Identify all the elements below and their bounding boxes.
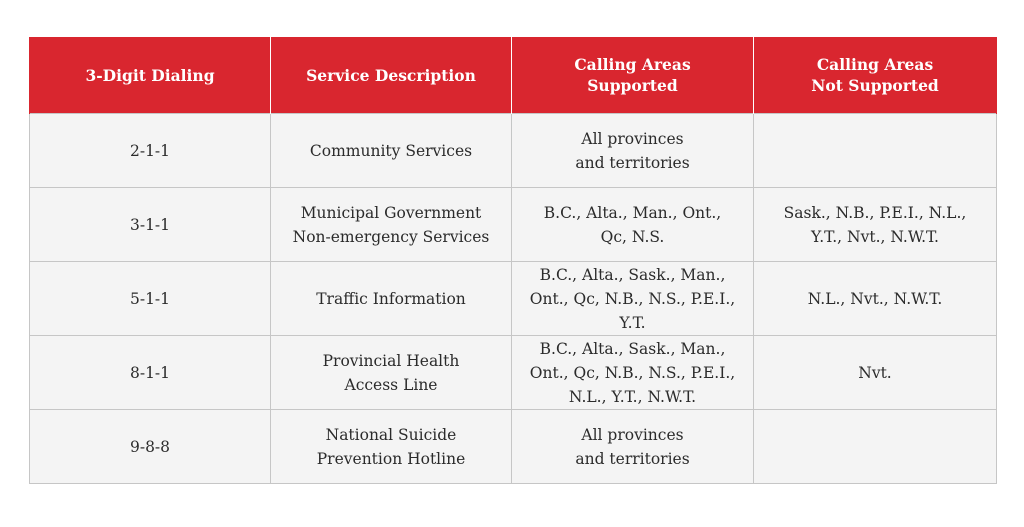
header-row — [30, 37, 997, 114]
service-description-cell — [271, 336, 512, 410]
header-calling-areas-not-supported — [754, 37, 997, 114]
table-row — [30, 336, 997, 410]
not-supported-areas-cell — [754, 336, 997, 410]
service-description-cell — [271, 188, 512, 262]
dialing-code-cell — [30, 410, 271, 484]
supported-areas-cell — [512, 336, 754, 410]
cell-line: Ont., Qc, N.B., N.S., P.E.I., — [529, 289, 736, 308]
cell-line: Non-emergency Services — [292, 227, 490, 246]
service-description-cell — [271, 410, 512, 484]
cell-line: 3-1-1 — [129, 215, 171, 234]
dialing-table-container — [29, 37, 996, 484]
cell-line: Community Services — [309, 141, 473, 160]
dialing-code-cell — [30, 336, 271, 410]
table-row — [30, 262, 997, 336]
header-line: Supported — [587, 76, 678, 95]
cell-line: and territories — [575, 449, 690, 468]
cell-line: Y.T., Nvt., N.W.T. — [811, 227, 939, 246]
cell-line: B.C., Alta., Sask., Man., — [539, 265, 726, 284]
cell-line: 9-8-8 — [129, 437, 171, 456]
table-body — [30, 114, 997, 484]
cell-line: and territories — [575, 153, 690, 172]
supported-areas-cell — [512, 262, 754, 336]
header-service-description — [271, 37, 512, 114]
not-supported-areas-cell — [754, 188, 997, 262]
header-calling-areas-supported — [512, 37, 754, 114]
header-line: Service Description — [306, 65, 476, 85]
cell-line: N.L., Y.T., N.W.T. — [568, 387, 697, 406]
header-line: Not Supported — [811, 76, 939, 95]
cell-line: Provincial Health — [322, 351, 460, 370]
dialing-code-cell — [30, 262, 271, 336]
table-row — [30, 114, 997, 188]
cell-line: 5-1-1 — [129, 289, 171, 308]
table-row — [30, 188, 997, 262]
cell-line: Qc, N.S. — [600, 227, 665, 246]
cell-line: Municipal Government — [300, 203, 482, 222]
cell-line: Traffic Information — [316, 289, 466, 308]
table-header — [30, 37, 997, 114]
supported-areas-cell — [512, 410, 754, 484]
header-line: 3-Digit Dialing — [85, 65, 215, 85]
cell-line: Nvt. — [858, 363, 892, 382]
not-supported-areas-cell — [754, 262, 997, 336]
dialing-code-cell — [30, 188, 271, 262]
dialing-code-cell — [30, 114, 271, 188]
cell-line: B.C., Alta., Sask., Man., — [539, 339, 726, 358]
supported-areas-cell — [512, 114, 754, 188]
not-supported-areas-cell — [754, 410, 997, 484]
cell-line: 2-1-1 — [129, 141, 171, 160]
cell-line: All provinces — [581, 129, 684, 148]
cell-line: 8-1-1 — [129, 363, 171, 382]
cell-line: N.L., Nvt., N.W.T. — [807, 289, 943, 308]
cell-line: Ont., Qc, N.B., N.S., P.E.I., — [529, 363, 736, 382]
supported-areas-cell — [512, 188, 754, 262]
cell-line: Access Line — [344, 375, 438, 394]
service-description-cell — [271, 262, 512, 336]
cell-line: B.C., Alta., Man., Ont., — [543, 203, 722, 222]
dialing-table — [29, 37, 997, 484]
header-line: Calling Areas — [816, 55, 934, 74]
header-three-digit-dialing — [30, 37, 271, 114]
cell-line: Y.T. — [619, 313, 646, 332]
service-description-cell — [271, 114, 512, 188]
header-line: Calling Areas — [574, 55, 691, 74]
cell-line: All provinces — [581, 425, 684, 444]
cell-line: Sask., N.B., P.E.I., N.L., — [783, 203, 967, 222]
cell-line: Prevention Hotline — [316, 449, 466, 468]
table-row — [30, 410, 997, 484]
not-supported-areas-cell — [754, 114, 997, 188]
cell-line: National Suicide — [325, 425, 457, 444]
